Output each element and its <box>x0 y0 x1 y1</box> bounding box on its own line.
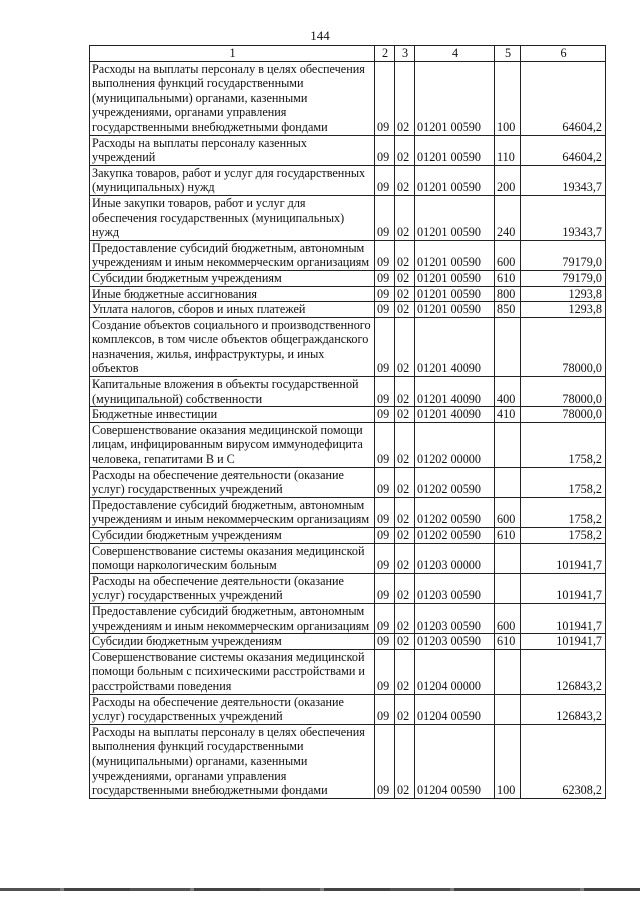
section-code-cell: 09 <box>375 634 395 650</box>
table-row <box>90 302 606 318</box>
table-row <box>90 528 606 544</box>
subsection-code-cell: 02 <box>395 467 415 497</box>
section-code-cell: 09 <box>375 573 395 603</box>
target-article-cell: 01203 00590 <box>415 603 495 633</box>
target-article-cell: 01202 00590 <box>415 467 495 497</box>
expense-name-cell: Расходы на обеспечение деятельности (оказание услуг) государственных учреждений <box>90 467 375 497</box>
target-article-cell: 01202 00590 <box>415 528 495 544</box>
section-code-cell: 09 <box>375 528 395 544</box>
section-code-cell: 09 <box>375 377 395 407</box>
target-article-cell: 01201 40090 <box>415 377 495 407</box>
target-article-cell: 01201 00590 <box>415 302 495 318</box>
expense-type-cell <box>495 573 521 603</box>
section-code-cell: 09 <box>375 724 395 798</box>
subsection-code-cell: 02 <box>395 528 415 544</box>
amount-cell: 1758,2 <box>521 422 606 467</box>
section-code-cell: 09 <box>375 302 395 318</box>
table-row <box>90 61 606 135</box>
section-code-cell: 09 <box>375 135 395 165</box>
subsection-code-cell: 02 <box>395 603 415 633</box>
expense-name-cell: Иные закупки товаров, работ и услуг для обеспечения государственных (муниципальных) нужд <box>90 195 375 240</box>
section-code-cell: 09 <box>375 240 395 270</box>
target-article-cell: 01201 00590 <box>415 270 495 286</box>
amount-cell: 62308,2 <box>521 724 606 798</box>
target-article-cell: 01201 40090 <box>415 317 495 376</box>
target-article-cell: 01201 00590 <box>415 286 495 302</box>
amount-cell: 78000,0 <box>521 407 606 423</box>
target-article-cell: 01203 00590 <box>415 573 495 603</box>
expense-type-cell: 600 <box>495 240 521 270</box>
subsection-code-cell: 02 <box>395 135 415 165</box>
amount-cell: 79179,0 <box>521 270 606 286</box>
column-header: 4 <box>415 46 495 62</box>
expense-type-cell <box>495 467 521 497</box>
expense-name-cell: Предоставление субсидий бюджетным, автономным учреждениям и иным некоммерческим организациям <box>90 240 375 270</box>
table-row <box>90 270 606 286</box>
amount-cell: 78000,0 <box>521 377 606 407</box>
column-header: 5 <box>495 46 521 62</box>
column-header: 3 <box>395 46 415 62</box>
table-row <box>90 649 606 694</box>
expense-type-cell <box>495 317 521 376</box>
subsection-code-cell: 02 <box>395 649 415 694</box>
subsection-code-cell: 02 <box>395 240 415 270</box>
target-article-cell: 01201 00590 <box>415 61 495 135</box>
expense-name-cell: Расходы на выплаты персоналу в целях обеспечения выполнения функций государственными (муниципальными) органами, казенными учреждениями, органами управления государственными внебюджетными фондами <box>90 724 375 798</box>
section-code-cell: 09 <box>375 497 395 527</box>
section-code-cell: 09 <box>375 694 395 724</box>
section-code-cell: 09 <box>375 195 395 240</box>
amount-cell: 64604,2 <box>521 61 606 135</box>
expense-name-cell: Предоставление субсидий бюджетным, автономным учреждениям и иным некоммерческим организациям <box>90 603 375 633</box>
subsection-code-cell: 02 <box>395 573 415 603</box>
expense-type-cell: 400 <box>495 377 521 407</box>
subsection-code-cell: 02 <box>395 165 415 195</box>
column-header: 2 <box>375 46 395 62</box>
column-header: 1 <box>90 46 375 62</box>
expense-name-cell: Совершенствование системы оказания медицинской помощи больным с психическими расстройствами и расстройствами поведения <box>90 649 375 694</box>
expense-type-cell: 100 <box>495 724 521 798</box>
subsection-code-cell: 02 <box>395 270 415 286</box>
amount-cell: 1758,2 <box>521 528 606 544</box>
scan-edge-line <box>0 888 640 891</box>
section-code-cell: 09 <box>375 543 395 573</box>
amount-cell: 19343,7 <box>521 195 606 240</box>
subsection-code-cell: 02 <box>395 407 415 423</box>
expense-type-cell: 600 <box>495 603 521 633</box>
target-article-cell: 01201 00590 <box>415 195 495 240</box>
amount-cell: 101941,7 <box>521 543 606 573</box>
expense-name-cell: Бюджетные инвестиции <box>90 407 375 423</box>
target-article-cell: 01204 00590 <box>415 724 495 798</box>
expense-type-cell: 100 <box>495 61 521 135</box>
budget-table <box>89 45 606 799</box>
table-row <box>90 467 606 497</box>
amount-cell: 1758,2 <box>521 497 606 527</box>
page-number: 144 <box>310 28 330 43</box>
amount-cell: 101941,7 <box>521 573 606 603</box>
table-row <box>90 317 606 376</box>
section-code-cell: 09 <box>375 649 395 694</box>
expense-name-cell: Расходы на выплаты персоналу казенных учреждений <box>90 135 375 165</box>
section-code-cell: 09 <box>375 270 395 286</box>
subsection-code-cell: 02 <box>395 286 415 302</box>
amount-cell: 78000,0 <box>521 317 606 376</box>
expense-name-cell: Расходы на обеспечение деятельности (оказание услуг) государственных учреждений <box>90 694 375 724</box>
section-code-cell: 09 <box>375 61 395 135</box>
expense-type-cell <box>495 694 521 724</box>
section-code-cell: 09 <box>375 286 395 302</box>
subsection-code-cell: 02 <box>395 724 415 798</box>
table-row <box>90 407 606 423</box>
expense-name-cell: Закупка товаров, работ и услуг для государственных (муниципальных) нужд <box>90 165 375 195</box>
subsection-code-cell: 02 <box>395 317 415 376</box>
table-row <box>90 286 606 302</box>
target-article-cell: 01201 00590 <box>415 165 495 195</box>
subsection-code-cell: 02 <box>395 694 415 724</box>
expense-type-cell <box>495 649 521 694</box>
target-article-cell: 01201 40090 <box>415 407 495 423</box>
target-article-cell: 01203 00590 <box>415 634 495 650</box>
expense-name-cell: Совершенствование оказания медицинской помощи лицам, инфицированным вирусом иммунодефицита человека, гепатитами В и С <box>90 422 375 467</box>
expense-name-cell: Предоставление субсидий бюджетным, автономным учреждениям и иным некоммерческим организациям <box>90 497 375 527</box>
expense-type-cell: 610 <box>495 528 521 544</box>
target-article-cell: 01203 00000 <box>415 543 495 573</box>
subsection-code-cell: 02 <box>395 377 415 407</box>
table-row <box>90 724 606 798</box>
table-row <box>90 694 606 724</box>
table-row <box>90 422 606 467</box>
amount-cell: 126843,2 <box>521 694 606 724</box>
amount-cell: 64604,2 <box>521 135 606 165</box>
amount-cell: 126843,2 <box>521 649 606 694</box>
subsection-code-cell: 02 <box>395 543 415 573</box>
expense-name-cell: Уплата налогов, сборов и иных платежей <box>90 302 375 318</box>
amount-cell: 101941,7 <box>521 634 606 650</box>
table-row <box>90 135 606 165</box>
target-article-cell: 01201 00590 <box>415 240 495 270</box>
amount-cell: 1758,2 <box>521 467 606 497</box>
subsection-code-cell: 02 <box>395 634 415 650</box>
expense-type-cell <box>495 422 521 467</box>
amount-cell: 1293,8 <box>521 286 606 302</box>
target-article-cell: 01204 00000 <box>415 649 495 694</box>
subsection-code-cell: 02 <box>395 61 415 135</box>
expense-name-cell: Совершенствование системы оказания медицинской помощи наркологическим больным <box>90 543 375 573</box>
amount-cell: 19343,7 <box>521 165 606 195</box>
table-header-row <box>90 46 606 62</box>
target-article-cell: 01201 00590 <box>415 135 495 165</box>
subsection-code-cell: 02 <box>395 195 415 240</box>
expense-name-cell: Субсидии бюджетным учреждениям <box>90 528 375 544</box>
expense-type-cell: 610 <box>495 634 521 650</box>
expense-name-cell: Капитальные вложения в объекты государственной (муниципальной) собственности <box>90 377 375 407</box>
table-row <box>90 603 606 633</box>
expense-name-cell: Расходы на обеспечение деятельности (оказание услуг) государственных учреждений <box>90 573 375 603</box>
subsection-code-cell: 02 <box>395 302 415 318</box>
section-code-cell: 09 <box>375 165 395 195</box>
expense-type-cell: 610 <box>495 270 521 286</box>
expense-type-cell: 410 <box>495 407 521 423</box>
expense-name-cell: Субсидии бюджетным учреждениям <box>90 270 375 286</box>
target-article-cell: 01202 00000 <box>415 422 495 467</box>
subsection-code-cell: 02 <box>395 422 415 467</box>
table-row <box>90 240 606 270</box>
expense-name-cell: Создание объектов социального и производственного комплексов, в том числе объектов общегражданского назначения, жилья, инфраструктуры, и иных объектов <box>90 317 375 376</box>
target-article-cell: 01202 00590 <box>415 497 495 527</box>
table-row <box>90 497 606 527</box>
expense-type-cell: 240 <box>495 195 521 240</box>
expense-name-cell: Субсидии бюджетным учреждениям <box>90 634 375 650</box>
table-row <box>90 165 606 195</box>
expense-type-cell: 850 <box>495 302 521 318</box>
section-code-cell: 09 <box>375 317 395 376</box>
expense-type-cell: 110 <box>495 135 521 165</box>
table-row <box>90 573 606 603</box>
column-header: 6 <box>521 46 606 62</box>
subsection-code-cell: 02 <box>395 497 415 527</box>
amount-cell: 79179,0 <box>521 240 606 270</box>
table-row <box>90 634 606 650</box>
amount-cell: 1293,8 <box>521 302 606 318</box>
table-row <box>90 195 606 240</box>
section-code-cell: 09 <box>375 467 395 497</box>
expense-type-cell: 800 <box>495 286 521 302</box>
expense-type-cell <box>495 543 521 573</box>
expense-type-cell: 600 <box>495 497 521 527</box>
section-code-cell: 09 <box>375 407 395 423</box>
expense-name-cell: Расходы на выплаты персоналу в целях обеспечения выполнения функций государственными (муниципальными) органами, казенными учреждениями, органами управления государственными внебюджетными фондами <box>90 61 375 135</box>
expense-name-cell: Иные бюджетные ассигнования <box>90 286 375 302</box>
table-row <box>90 543 606 573</box>
amount-cell: 101941,7 <box>521 603 606 633</box>
section-code-cell: 09 <box>375 603 395 633</box>
section-code-cell: 09 <box>375 422 395 467</box>
target-article-cell: 01204 00590 <box>415 694 495 724</box>
expense-type-cell: 200 <box>495 165 521 195</box>
table-row <box>90 377 606 407</box>
table-body <box>90 61 606 798</box>
